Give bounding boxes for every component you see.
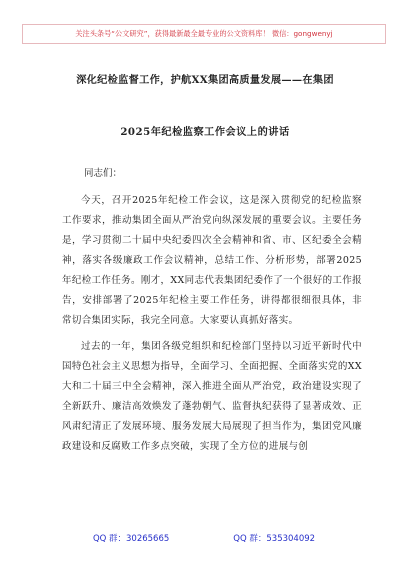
footer-qq-group-2: QQ 群：535304092 [233, 534, 316, 544]
document-body [62, 164, 362, 463]
footer-qq-group-1: QQ 群：30265665 [92, 534, 170, 544]
document-title-line2: 2025年纪检监察工作会议上的讲话 [120, 126, 290, 138]
paragraph-1: 今天，召开2025年纪检工作会议，这是深入贯彻党的纪检监察工作要求，推动集团全面从严治党向纵深发展的重要会议。主要任务是，学习贯彻二十届中央纪委四次全会精神和省、市、区纪委全会精神，落实各级廉政工作会议精神，总结工作、分析形势，部署2025年纪检工作任务。刚才，XX同志代表集团纪委作了一个很好的工作报告，安排部署了2025年纪检主要工作任务，讲得都很细很具体，非常切合集团实际，我完全同意。大家要认真抓好落实。 [62, 195, 362, 326]
promo-banner [22, 24, 386, 44]
paragraph-2: 过去的一年，集团各级党组织和纪检部门坚持以习近平新时代中国特色社会主义思想为指导，全面学习、全面把握、全面落实党的XX大和二十届三中全会精神，深入推进全面从严治党，政治建设实现了全新跃升、廉洁高效焕发了蓬勃朝气、监督执纪获得了显著成效、正风肃纪清正了发展环境、服务发展大局展现了担当作为，集团党风廉政建设和反腐败工作多点突破，实现了全方位的进展与创 [62, 341, 362, 452]
document-title-line1: 深化纪检监督工作，护航XX集团高质量发展——在集团 [76, 74, 334, 86]
greeting: 同志们： [84, 168, 123, 179]
promo-banner-text: 关注头条号“公文研究”，获得最新最全最专业的公文资料库！ 微信：gongwenyj [75, 29, 333, 38]
footer [0, 532, 408, 544]
